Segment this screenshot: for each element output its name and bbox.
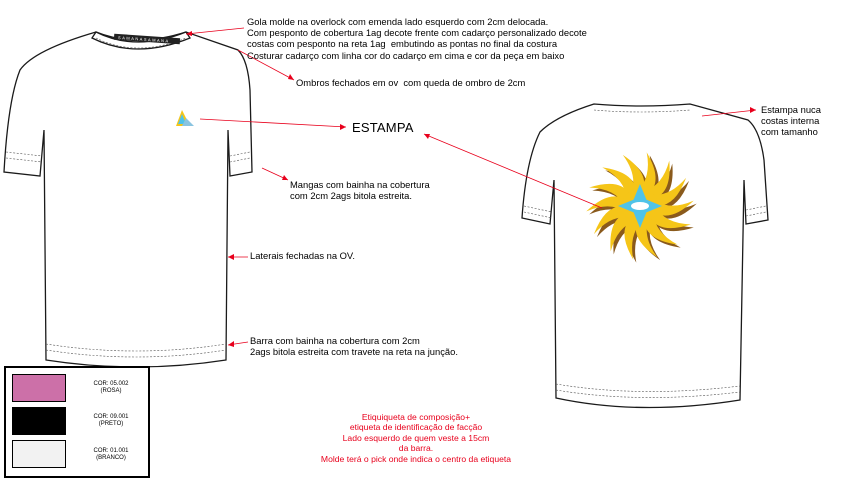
label-instructions: Etiquiqueta de composição+ etiqueta de identificação de facção Lado esquerdo de quem veste a 15cm da barra. Molde terá o pick onde indica o centro da etiqueta: [320, 412, 512, 464]
swatch-branco: [12, 440, 66, 468]
sun-center-mark: [631, 202, 649, 210]
collar-tape-label: SAMANASAMANA: [117, 34, 170, 44]
print-label: ESTAMPA: [352, 120, 414, 135]
swatch-branco-label: COR: 01.001 (BRANCO): [93, 448, 129, 461]
side-seam-note: Laterais fechadas na OV.: [250, 250, 355, 261]
swatch-preto: [12, 407, 66, 435]
nape-print-note: Estampa nuca costas interna com tamanho: [761, 104, 821, 138]
swatch-rosa-label: COR: 05.002 (ROSA): [93, 381, 129, 394]
sleeve-note: Mangas com bainha na cobertura com 2cm 2ags bitola estreita.: [290, 179, 430, 202]
color-swatch-panel: [4, 366, 150, 478]
swatch-rosa: [12, 374, 66, 402]
shoulder-note: Ombros fechados em ov com queda de ombro de 2cm: [296, 77, 526, 88]
back-tshirt: [522, 104, 768, 408]
front-tshirt: [4, 32, 252, 367]
collar-note: Gola molde na overlock com emenda lado esquerdo com 2cm delocada. Com pesponto de cobertura 1ag decote frente com cadarço personalizado decote costas com pesponto na reta 1ag embutindo as pontas no final da costura Costurar cadarço com linha cor do cadarço em cima e cor da peça em baixo: [247, 16, 587, 61]
swatch-preto-label: COR: 09.001 (PRETO): [93, 414, 129, 427]
hem-note: Barra com bainha na cobertura com 2cm 2ags bitola estreita com travete na reta na junção.: [250, 335, 458, 358]
